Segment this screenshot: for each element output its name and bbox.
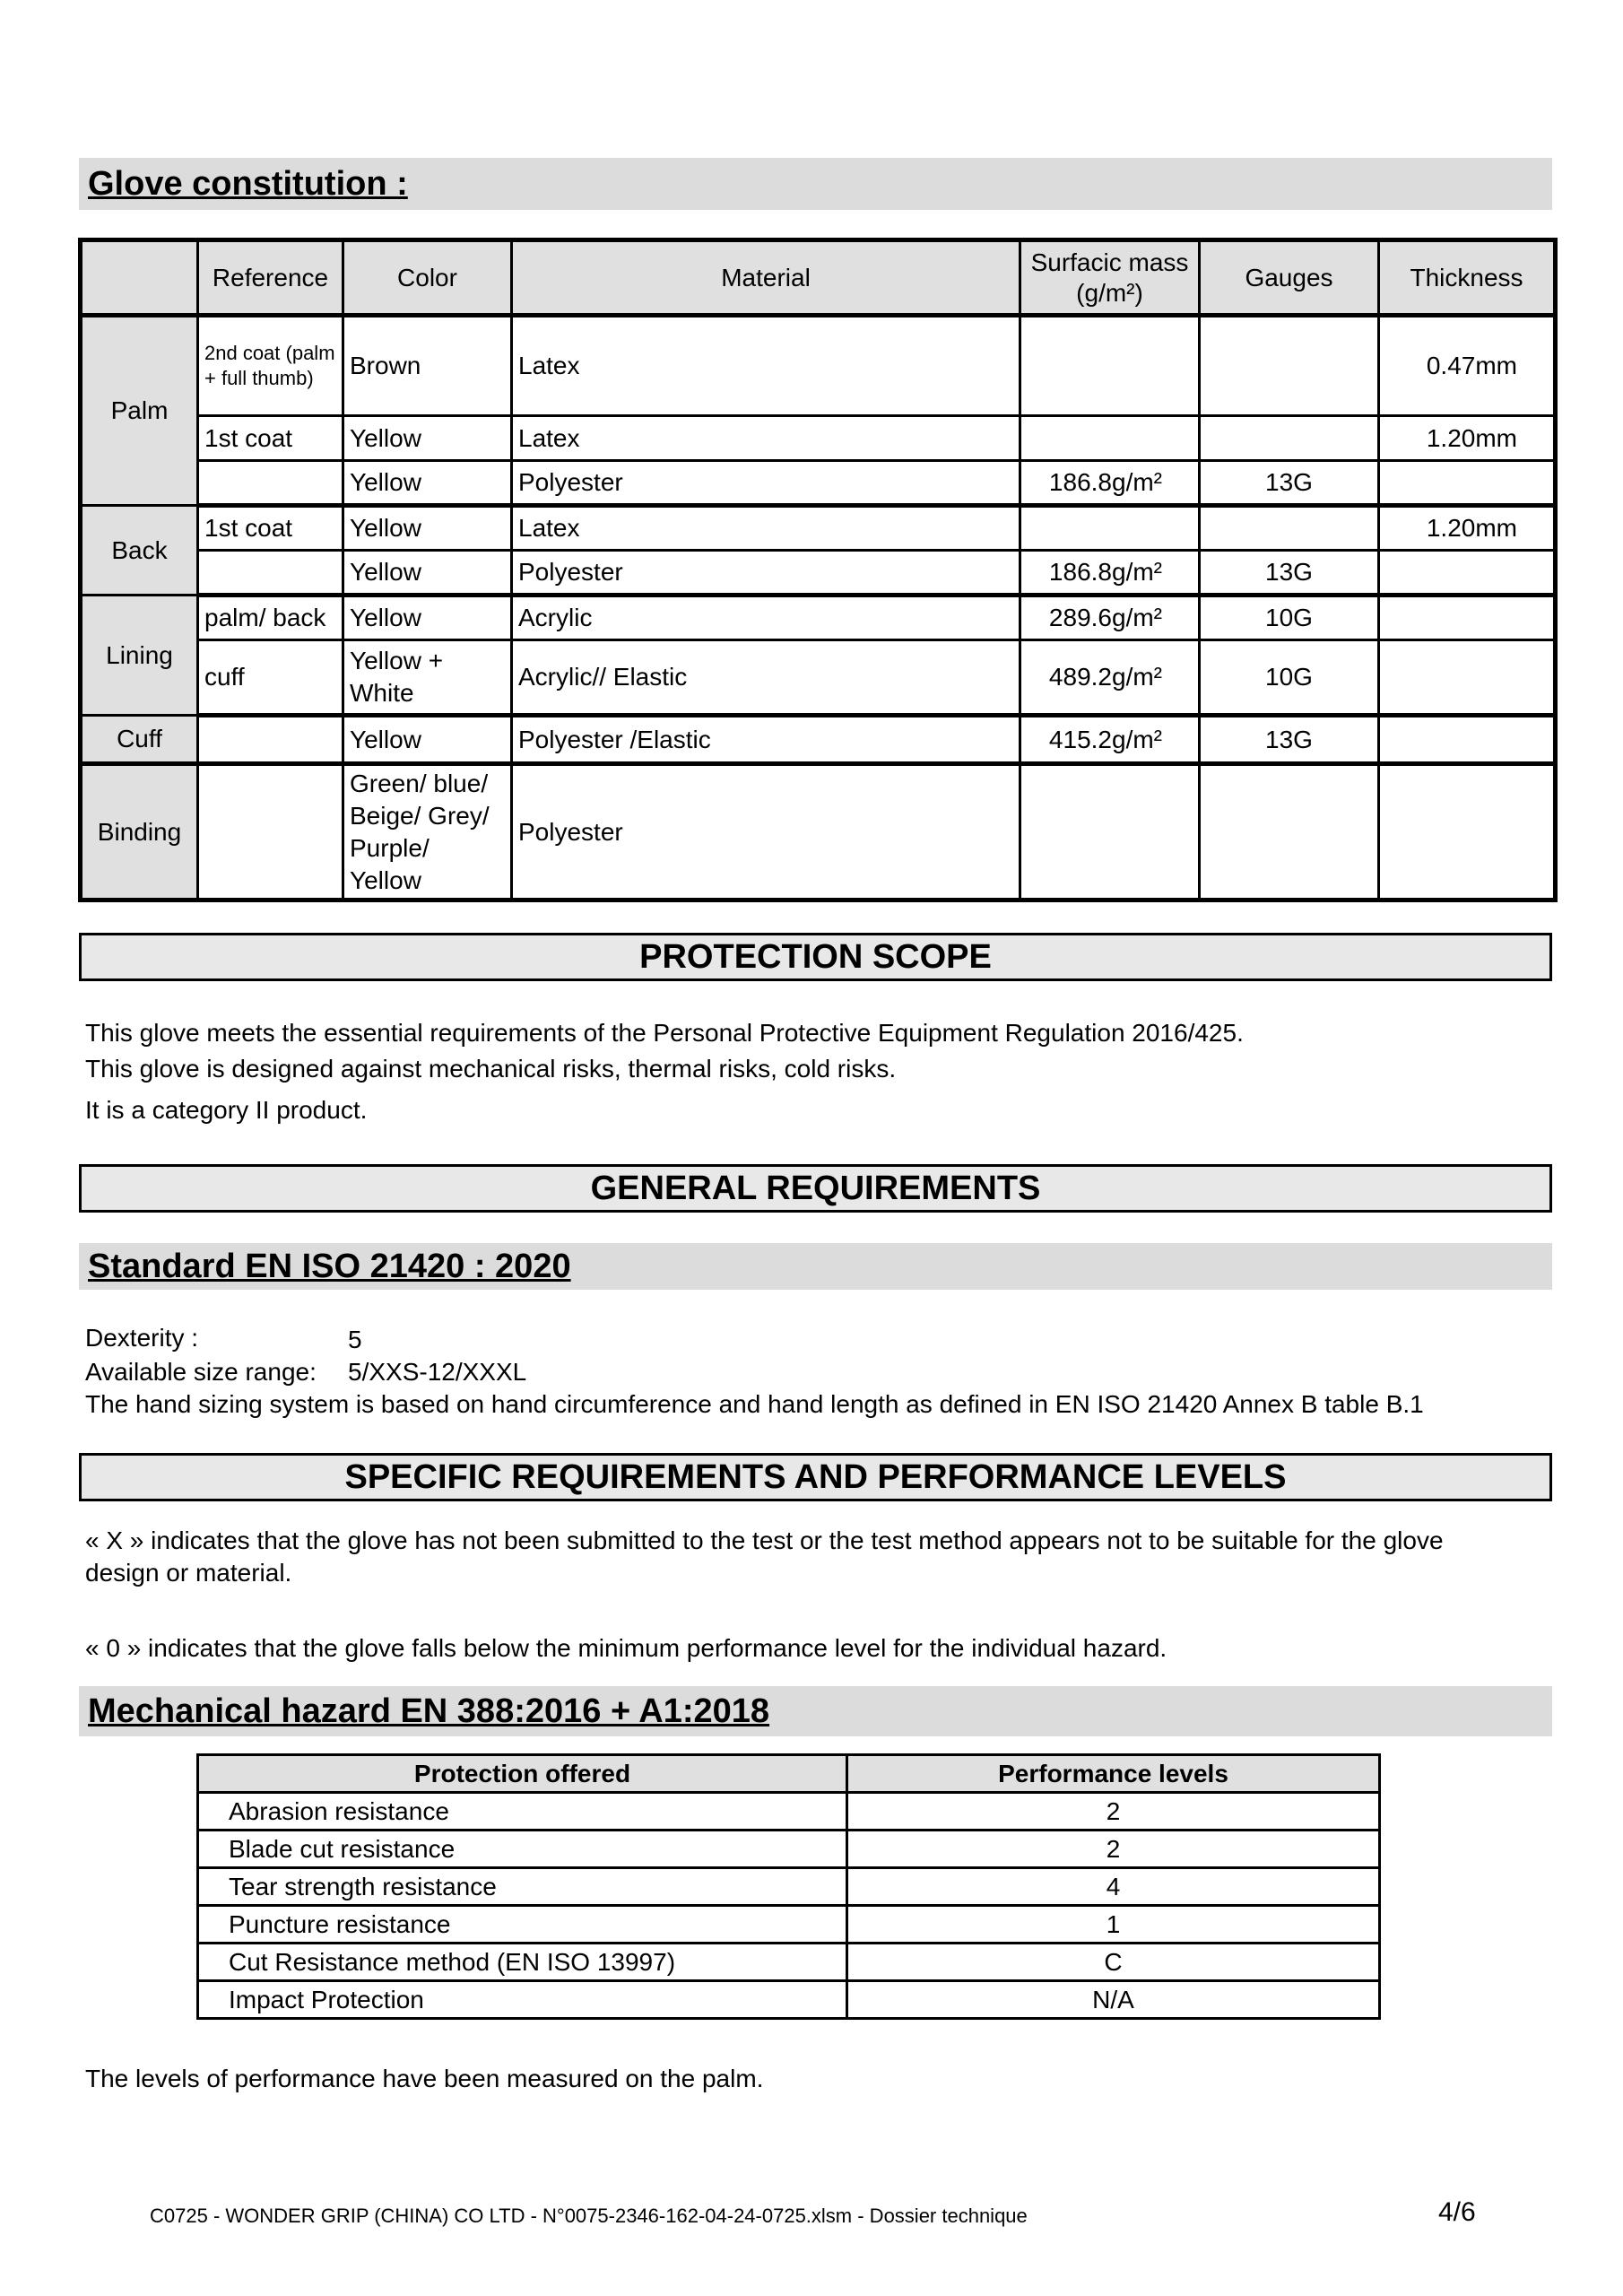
cell-gauge (1200, 506, 1379, 551)
cell-color: Yellow (343, 596, 512, 640)
table-row (81, 461, 1556, 506)
cell-reference (198, 461, 343, 506)
performance-value: 1 (847, 1906, 1380, 1944)
mechanical-header-row (198, 1755, 1380, 1793)
protection-label: Abrasion resistance (198, 1793, 847, 1831)
table-header-row (81, 240, 1556, 316)
table-row (81, 764, 1556, 900)
cell-mass: 186.8g/m² (1020, 461, 1200, 506)
x-note-line-1: « X » indicates that the glove has not been submitted to the test or the test method appears not to be suitable for the glove (85, 1526, 1444, 1554)
group-label-palm: Palm (81, 316, 198, 506)
cell-material: Latex (512, 316, 1020, 416)
cell-reference: 1st coat (198, 416, 343, 461)
cell-material: Acrylic// Elastic (512, 640, 1020, 716)
specific-requirements-heading: SPECIFIC REQUIREMENTS AND PERFORMANCE LEVELS (79, 1453, 1552, 1501)
header-thickness: Thickness (1379, 240, 1556, 316)
cell-material: Polyester (512, 461, 1020, 506)
table-row (81, 551, 1556, 596)
header-corner (81, 240, 198, 316)
performance-value: 2 (847, 1831, 1380, 1868)
zero-note: « 0 » indicates that the glove falls below the minimum performance level for the individual hazard. (85, 1634, 1167, 1662)
cell-thickness (1379, 716, 1556, 764)
mechanical-note: The levels of performance have been measured on the palm. (85, 2065, 764, 2092)
cell-gauge (1200, 316, 1379, 416)
cell-color: Green/ blue/ Beige/ Grey/ Purple/ Yellow (343, 764, 512, 900)
table-row (198, 1906, 1380, 1944)
group-label-binding: Binding (81, 764, 198, 900)
cell-gauge: 13G (1200, 716, 1379, 764)
header-surfacic-mass-line2: (g/m²) (1076, 278, 1143, 307)
cell-thickness: 1.20mm (1379, 506, 1556, 551)
table-row (81, 506, 1556, 551)
cell-reference: palm/ back (198, 596, 343, 640)
cell-reference (198, 716, 343, 764)
header-gauges: Gauges (1200, 240, 1379, 316)
standard-title: Standard EN ISO 21420 : 2020 (88, 1248, 571, 1285)
cell-material: Polyester /Elastic (512, 716, 1020, 764)
header-protection-offered: Protection offered (198, 1755, 847, 1793)
mechanical-title: Mechanical hazard EN 388:2016 + A1:2018 (88, 1692, 770, 1730)
cell-mass (1020, 506, 1200, 551)
size-range-value: 5/XXS-12/XXXL (348, 1358, 527, 1386)
group-label-back: Back (81, 506, 198, 596)
cell-gauge (1200, 764, 1379, 900)
protection-scope-line-2: This glove is designed against mechanical risks, thermal risks, cold risks. (85, 1055, 897, 1083)
table-row (81, 416, 1556, 461)
protection-scope-line-1: This glove meets the essential requirements of the Personal Protective Equipment Regulation 2016/425. (85, 1019, 1244, 1047)
header-reference: Reference (198, 240, 343, 316)
glove-constitution-heading (79, 158, 1552, 210)
cell-color: Yellow + White (343, 640, 512, 716)
protection-label: Blade cut resistance (198, 1831, 847, 1868)
header-material: Material (512, 240, 1020, 316)
table-row (198, 1944, 1380, 1981)
cell-mass (1020, 316, 1200, 416)
cell-color: Yellow (343, 551, 512, 596)
performance-value: C (847, 1944, 1380, 1981)
cell-color: Yellow (343, 461, 512, 506)
cell-color: Brown (343, 316, 512, 416)
cell-gauge: 10G (1200, 596, 1379, 640)
footer-text: C0725 - WONDER GRIP (CHINA) CO LTD - N°0075-2346-162-04-24-0725.xlsm - Dossier technique (150, 2205, 1028, 2227)
cell-thickness (1379, 461, 1556, 506)
dexterity-value: 5 (348, 1326, 362, 1353)
general-requirements-heading: GENERAL REQUIREMENTS (79, 1164, 1552, 1213)
cell-thickness: 1.20mm (1379, 416, 1556, 461)
protection-scope-line-3: It is a category II product. (85, 1096, 368, 1124)
cell-thickness: 0.47mm (1379, 316, 1556, 416)
cell-material: Polyester (512, 764, 1020, 900)
table-row (81, 716, 1556, 764)
cell-material: Latex (512, 506, 1020, 551)
glove-constitution-title: Glove constitution : (88, 165, 408, 203)
cell-reference (198, 764, 343, 900)
cell-reference (198, 551, 343, 596)
table-row (198, 1868, 1380, 1906)
cell-mass (1020, 416, 1200, 461)
table-row (81, 316, 1556, 416)
cell-mass: 489.2g/m² (1020, 640, 1200, 716)
table-row (81, 596, 1556, 640)
cell-thickness (1379, 640, 1556, 716)
performance-value: 2 (847, 1793, 1380, 1831)
mechanical-heading (79, 1686, 1552, 1736)
glove-constitution-table (78, 238, 1558, 902)
cell-mass: 289.6g/m² (1020, 596, 1200, 640)
header-performance-levels: Performance levels (847, 1755, 1380, 1793)
cell-reference: 1st coat (198, 506, 343, 551)
protection-label: Puncture resistance (198, 1906, 847, 1944)
x-note-line-2: design or material. (85, 1559, 292, 1587)
header-color: Color (343, 240, 512, 316)
size-range-label: Available size range: (85, 1358, 317, 1386)
cell-mass: 415.2g/m² (1020, 716, 1200, 764)
cell-gauge: 13G (1200, 461, 1379, 506)
cell-color: Yellow (343, 416, 512, 461)
performance-value: N/A (847, 1981, 1380, 2019)
performance-value: 4 (847, 1868, 1380, 1906)
cell-mass (1020, 764, 1200, 900)
header-surfacic-mass (1020, 240, 1200, 316)
cell-color: Yellow (343, 716, 512, 764)
cell-reference: 2nd coat (palm + full thumb) (198, 316, 343, 416)
header-surfacic-mass-line1: Surfacic mass (1030, 248, 1189, 276)
group-label-cuff: Cuff (81, 716, 198, 764)
cell-thickness (1379, 764, 1556, 900)
protection-label: Impact Protection (198, 1981, 847, 2019)
cell-gauge (1200, 416, 1379, 461)
protection-label: Tear strength resistance (198, 1868, 847, 1906)
table-row (198, 1793, 1380, 1831)
cell-reference: cuff (198, 640, 343, 716)
cell-gauge: 10G (1200, 640, 1379, 716)
table-row (198, 1831, 1380, 1868)
cell-material: Acrylic (512, 596, 1020, 640)
table-row (81, 640, 1556, 716)
cell-mass: 186.8g/m² (1020, 551, 1200, 596)
cell-material: Latex (512, 416, 1020, 461)
cell-material: Polyester (512, 551, 1020, 596)
table-row (198, 1981, 1380, 2019)
protection-label: Cut Resistance method (EN ISO 13997) (198, 1944, 847, 1981)
cell-gauge: 13G (1200, 551, 1379, 596)
group-label-lining: Lining (81, 596, 198, 716)
cell-thickness (1379, 596, 1556, 640)
standard-heading (79, 1243, 1552, 1290)
cell-color: Yellow (343, 506, 512, 551)
cell-thickness (1379, 551, 1556, 596)
page-number: 4/6 (1438, 2197, 1476, 2227)
sizing-note: The hand sizing system is based on hand circumference and hand length as defined in EN ISO 21420 Annex B table B.1 (85, 1390, 1424, 1418)
mechanical-table (196, 1753, 1381, 2020)
dexterity-label: Dexterity : (85, 1324, 199, 1352)
protection-scope-heading: PROTECTION SCOPE (79, 933, 1552, 981)
